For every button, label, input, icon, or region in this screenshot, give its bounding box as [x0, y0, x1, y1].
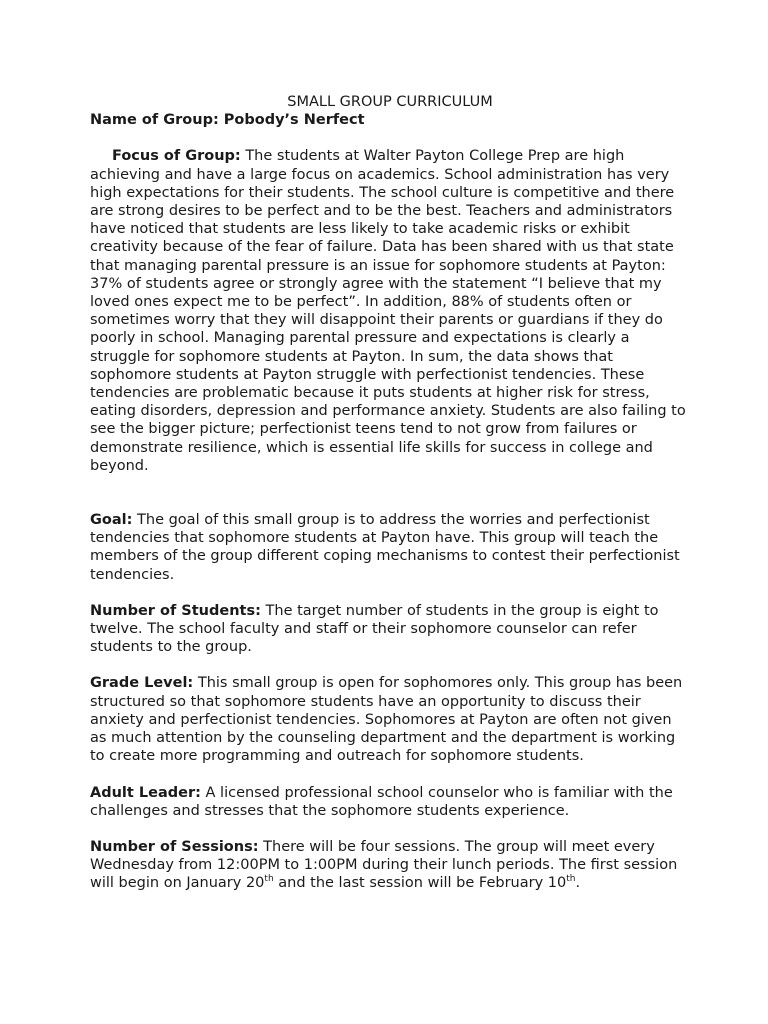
document-title: SMALL GROUP CURRICULUM [287, 94, 493, 110]
number-of-students-paragraph [90, 602, 690, 657]
document-page [90, 93, 690, 911]
students-label: Number of Students: [90, 602, 261, 619]
group-name-heading: Name of Group: Pobody’s Nerfect [90, 112, 365, 129]
sessions-superscript-1: th [264, 874, 274, 885]
grade-level-paragraph [90, 674, 690, 765]
adult-leader-paragraph [90, 784, 690, 820]
sessions-label: Number of Sessions: [90, 838, 259, 855]
sessions-text-part-3: . [575, 875, 581, 892]
focus-of-group-paragraph [90, 147, 690, 475]
number-of-sessions-paragraph [90, 838, 690, 893]
goal-text: The goal of this small group is to address the worries and perfectionist tendencies that sophomore students at Payton have. This group will teach the members of the group different coping mechanisms to contest their perfectionist tendencies. [90, 512, 680, 583]
leader-label: Adult Leader: [90, 784, 201, 801]
students-text: The target number of students in the group is eight to twelve. The school faculty and staff or their sophomore counselor can refer students to the group. [90, 602, 659, 656]
sessions-text-part-2: and the last session will be February 10 [273, 875, 567, 892]
focus-label: Focus of Group: [112, 148, 241, 165]
leader-text: A licensed professional school counselor who is familiar with the challenges and stresses that the sophomore students experience. [90, 784, 673, 819]
goal-paragraph [90, 511, 690, 584]
grade-label: Grade Level: [90, 675, 194, 692]
goal-label: Goal: [90, 512, 133, 529]
sessions-text-part-1: There will be four sessions. The group will meet every Wednesday from 12:00PM to 1:00PM during their lunch periods. The first session will begin on January 20 [90, 838, 678, 892]
sessions-superscript-2: th [566, 874, 576, 885]
grade-text: This small group is open for sophomores only. This group has been structured so that sophomore students have an opportunity to discuss their anxiety and perfectionist tendencies. Sophomores at Payton are often not given as much attention by the counseling department and the department is working to create more programming and outreach for sophomore students. [90, 675, 683, 765]
focus-text: The students at Walter Payton College Prep are high achieving and have a large focus on academics. School administration has very high expectations for their students. The school culture is competitive and there are strong desires to be perfect and to be the best. Teachers and administrators have noticed that students are less likely to take academic risks or exhibit creativity because of the fear of failure. Data has been shared with us that state that managing parental pressure is an issue for sophomore students at Payton: 37% of students agree or strongly agree with the statement “I believe that my loved ones expect me to be perfect”. In addition, 88% of students often or sometimes worry that they will disappoint their parents or guardians if they do poorly in school. Managing parental pressure and expectations is clearly a struggle for sophomore students at Payton. In sum, the data shows that sophomore students at Payton struggle with perfectionist tendencies. These tendencies are problematic because it puts students at higher risk for stress, eating disorders, depression and performance anxiety. Students are also failing to see the bigger picture; perfectionist teens tend to not grow from failures or demonstrate resilience, which is essential life skills for success in college and beyond. [90, 148, 686, 474]
